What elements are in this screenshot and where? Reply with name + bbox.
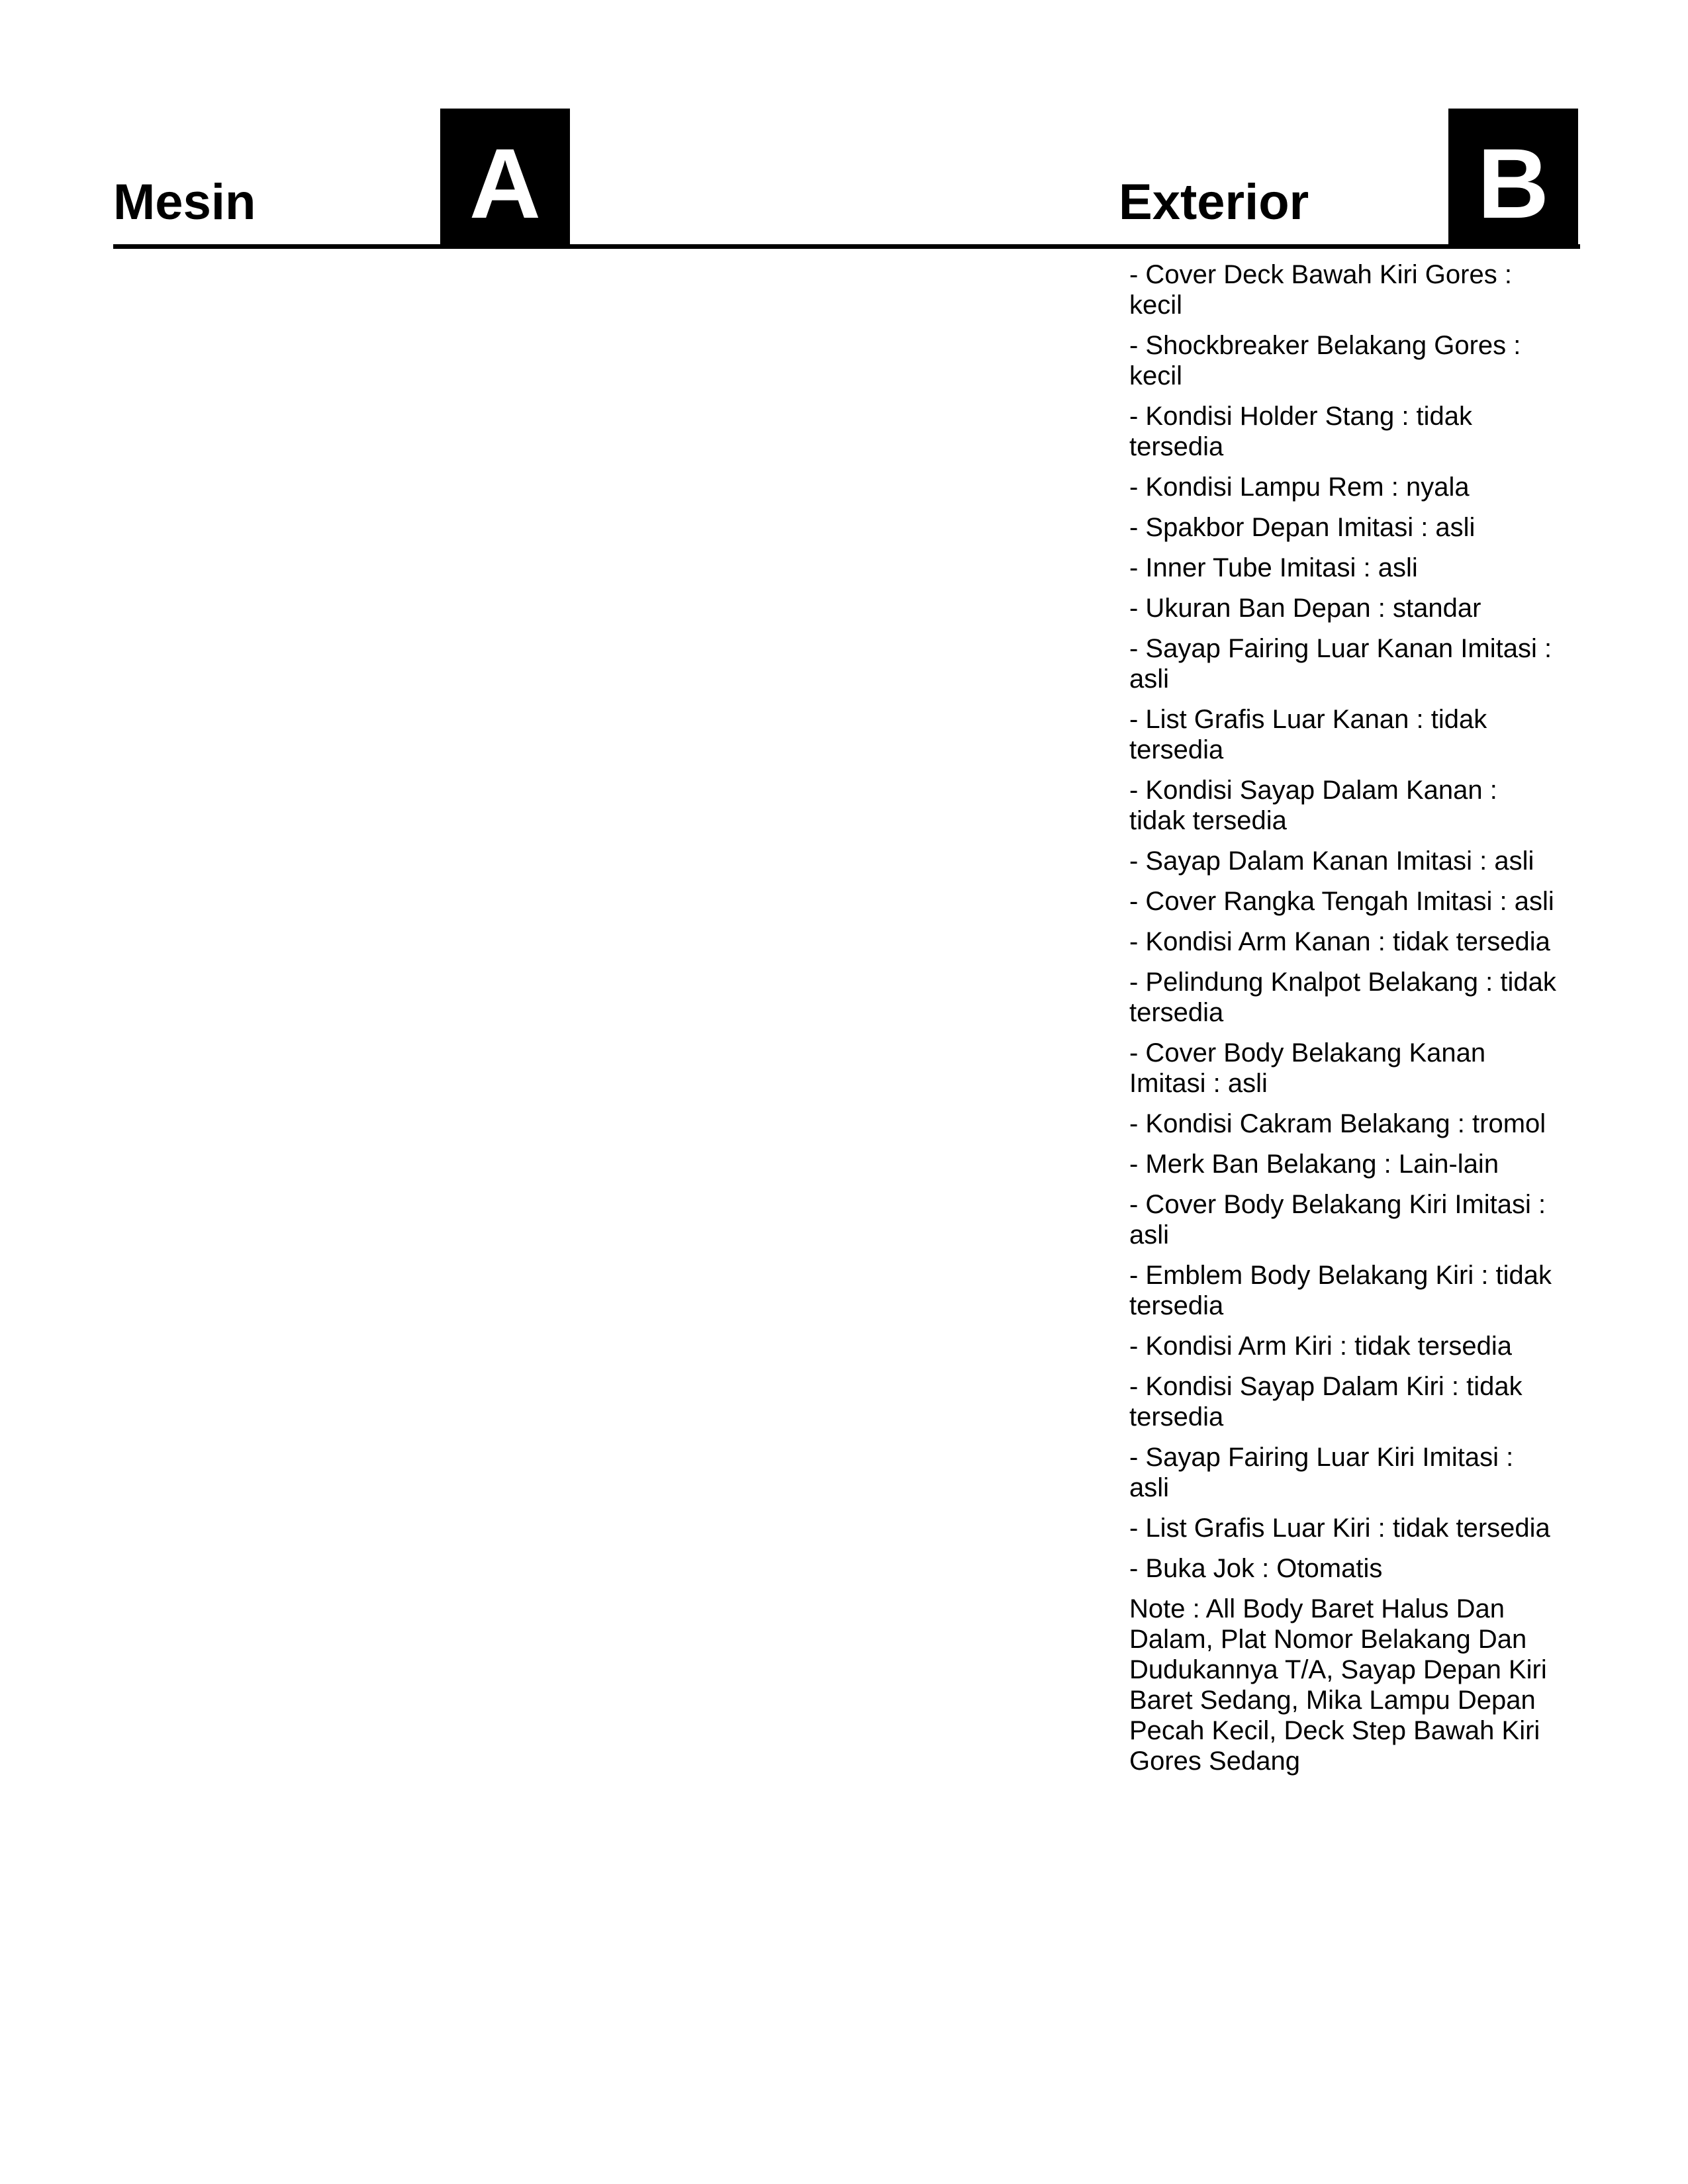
list-item: - Kondisi Sayap Dalam Kanan : tidak tersedia xyxy=(1129,776,1497,835)
list-item: - Sayap Dalam Kanan Imitasi : asli xyxy=(1129,846,1534,876)
section-title-mesin: Mesin xyxy=(113,174,256,230)
list-item: - Kondisi Holder Stang : tidak tersedia xyxy=(1129,402,1473,461)
list-item: - Ukuran Ban Depan : standar xyxy=(1129,594,1481,623)
list-item: - Buka Jok : Otomatis xyxy=(1129,1554,1383,1583)
section-badge-b: B xyxy=(1448,109,1578,247)
list-item: - Pelindung Knalpot Belakang : tidak tersedia xyxy=(1129,968,1556,1027)
exterior-note: Note : All Body Baret Halus Dan Dalam, Plat Nomor Belakang Dan Dudukannya T/A, Sayap Depan Kiri Baret Sedang, Mika Lampu Depan Pecah Kecil, Deck Step Bawah Kiri Gores Sedang xyxy=(1129,1594,1547,1776)
list-item: - Shockbreaker Belakang Gores : kecil xyxy=(1129,331,1521,390)
section-title-exterior: Exterior xyxy=(1119,174,1309,230)
list-item: - Kondisi Sayap Dalam Kiri : tidak tersedia xyxy=(1129,1372,1523,1432)
list-item: - List Grafis Luar Kanan : tidak tersedia xyxy=(1129,705,1487,764)
section-badge-a: A xyxy=(440,109,570,247)
list-item: - Sayap Fairing Luar Kiri Imitasi : asli xyxy=(1129,1443,1514,1502)
list-item: - Cover Deck Bawah Kiri Gores : kecil xyxy=(1129,260,1512,320)
list-item: - Kondisi Arm Kiri : tidak tersedia xyxy=(1129,1332,1512,1361)
list-item: - Cover Body Belakang Kiri Imitasi : asli xyxy=(1129,1190,1546,1250)
list-item: - Cover Rangka Tengah Imitasi : asli xyxy=(1129,887,1554,916)
list-item: - Inner Tube Imitasi : asli xyxy=(1129,553,1418,582)
list-item: - List Grafis Luar Kiri : tidak tersedia xyxy=(1129,1514,1550,1543)
list-item: - Kondisi Lampu Rem : nyala xyxy=(1129,473,1470,502)
list-item: - Sayap Fairing Luar Kanan Imitasi : asli xyxy=(1129,634,1552,694)
list-item: - Kondisi Cakram Belakang : tromol xyxy=(1129,1109,1546,1138)
list-item: - Emblem Body Belakang Kiri : tidak tersedia xyxy=(1129,1261,1552,1320)
section-header-rule xyxy=(113,244,1580,249)
list-item: - Spakbor Depan Imitasi : asli xyxy=(1129,513,1476,542)
list-item: - Merk Ban Belakang : Lain-lain xyxy=(1129,1150,1499,1179)
list-item: - Kondisi Arm Kanan : tidak tersedia xyxy=(1129,927,1550,956)
exterior-item-list xyxy=(1129,259,1560,1786)
list-item: - Cover Body Belakang Kanan Imitasi : asli xyxy=(1129,1038,1486,1098)
